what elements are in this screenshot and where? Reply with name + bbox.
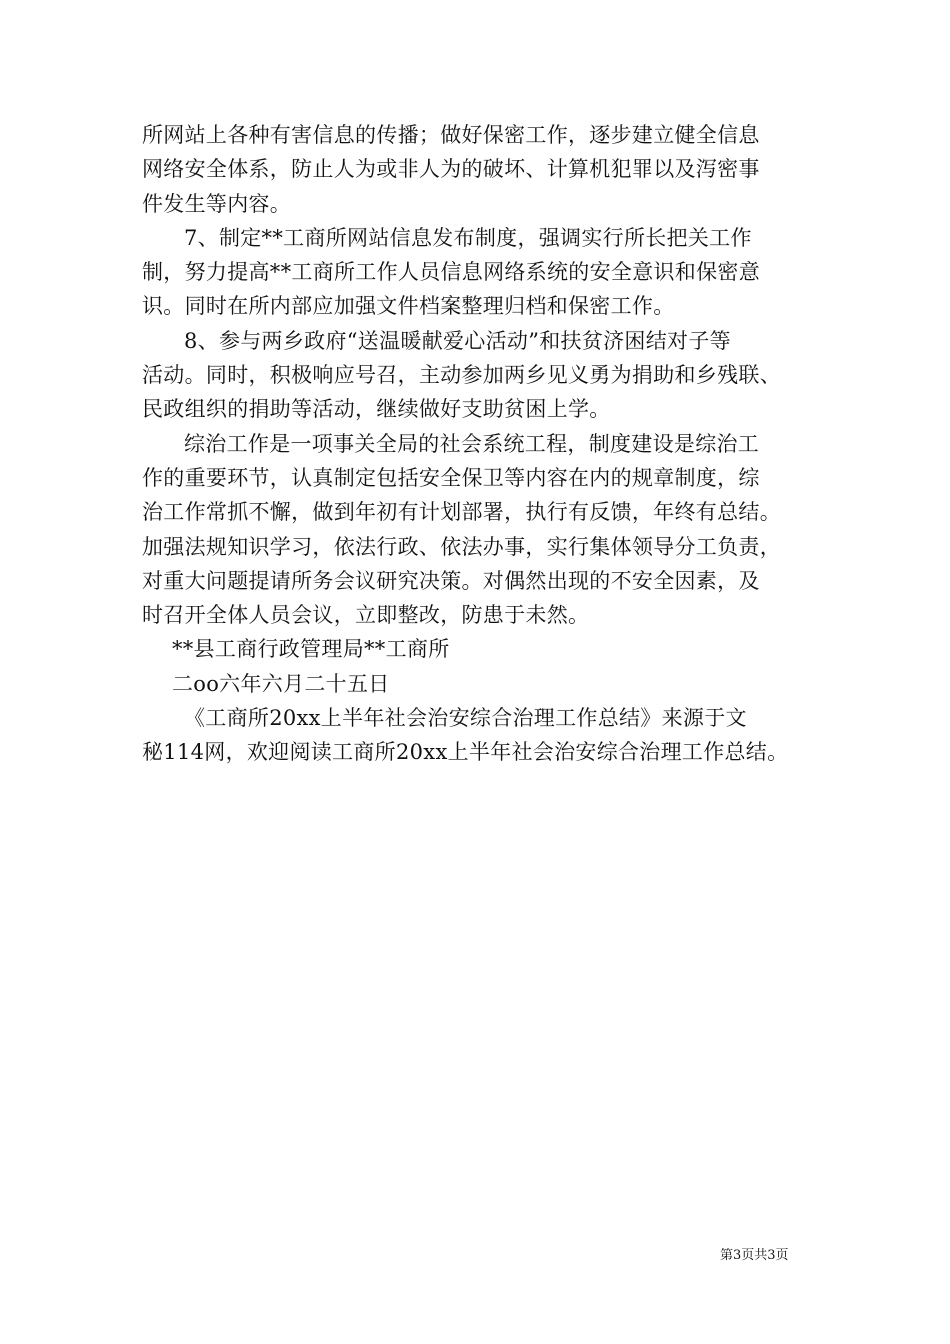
text-line: 8、参与两乡政府“送温暖献爱心活动”和扶贫济困结对子等 <box>184 328 731 353</box>
text-line: 对重大问题提请所务会议研究决策。对偶然出现的不安全因素，及 <box>142 568 760 593</box>
text-line: 综治工作是一项事关全局的社会系统工程，制度建设是综治工 <box>184 431 760 456</box>
text-line: 网络安全体系，防止人为或非人为的破坏、计算机犯罪以及泻密事 <box>142 157 760 182</box>
page-footer: 第3页共3页 <box>720 1248 789 1263</box>
text-line: 秘114网，欢迎阅读工商所20xx上半年社会治安综合治理工作总结。 <box>142 740 789 765</box>
text-line: 识。同时在所内部应加强文件档案整理归档和保密工作。 <box>142 294 675 319</box>
text-line: 时召开全体人员会议，立即整改，防患于未然。 <box>142 603 590 628</box>
text-line: 民政组织的捐助等活动，继续做好支助贫困上学。 <box>142 397 611 422</box>
text-line: 所网站上各种有害信息的传播；做好保密工作，逐步建立健全信息 <box>142 123 760 147</box>
text-line: 件发生等内容。 <box>142 191 292 216</box>
text-line: 治工作常抓不懈，做到年初有计划部署，执行有反馈，年终有总结。 <box>142 500 781 525</box>
text-line: **县工商行政管理局**工商所 <box>172 637 450 662</box>
document-body <box>142 118 842 770</box>
text-line: 制，努力提高**工商所工作人员信息网络系统的安全意识和保密意 <box>142 260 760 285</box>
text-line: 加强法规知识学习，依法行政、依法办事，实行集体领导分工负责， <box>142 534 781 559</box>
text-line: 二oo六年六月二十五日 <box>172 671 390 696</box>
text-line: 活动。同时，积极响应号召，主动参加两乡见义勇为捐助和乡残联、 <box>142 363 781 388</box>
text-line: 7、制定**工商所网站信息发布制度，强调实行所长把关工作 <box>184 225 752 250</box>
text-line: 《工商所20xx上半年社会治安综合治理工作总结》来源于文 <box>184 706 747 731</box>
text-line: 作的重要环节，认真制定包括安全保卫等内容在内的规章制度，综 <box>142 465 760 490</box>
